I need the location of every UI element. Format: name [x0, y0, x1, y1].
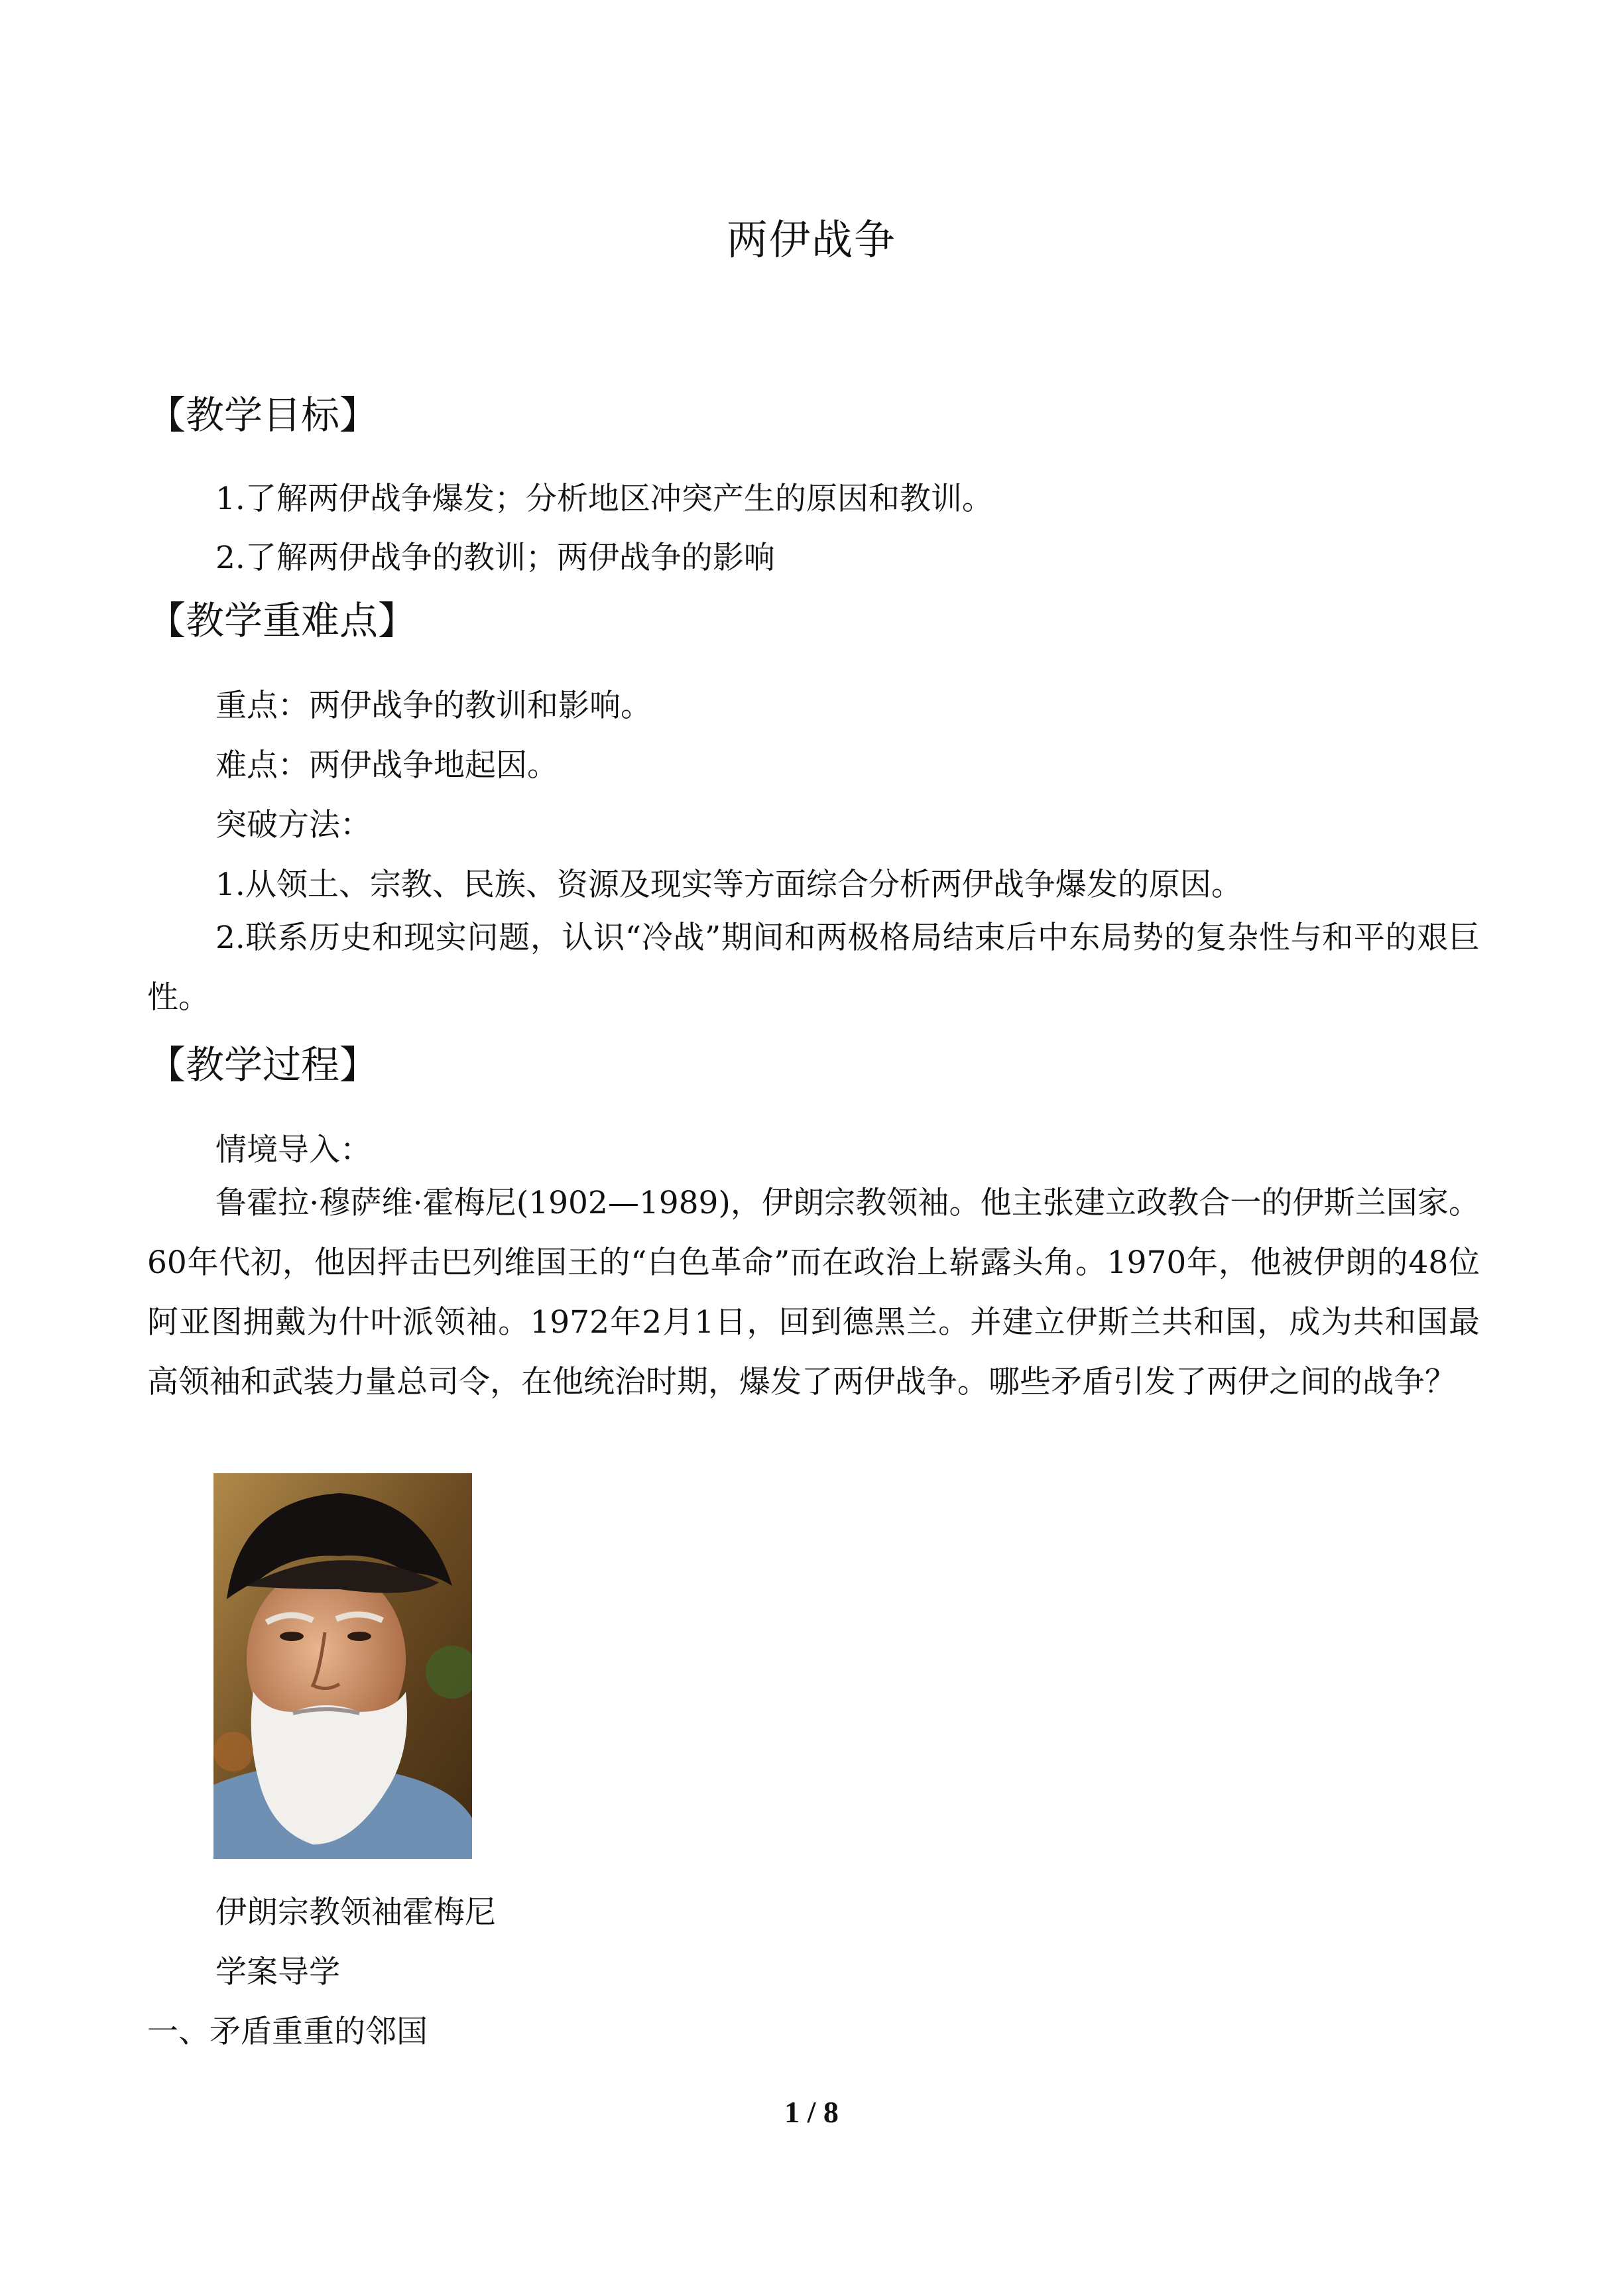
page-number: 1 / 8 — [784, 2095, 839, 2129]
goal-item: 1.了解两伊战争爆发；分析地区冲突产生的原因和教训。 — [215, 481, 993, 517]
section-heading-key-points: 【教学重难点】 — [147, 598, 417, 643]
section-heading-goals: 【教学目标】 — [147, 393, 379, 438]
method-label: 突破方法： — [215, 807, 371, 843]
subsection-heading: 一、矛盾重重的邻国 — [147, 2014, 428, 2050]
method-item: 2.联系历史和现实问题，认识“冷战”期间和两极格局结束后中东局势的复杂性与和平的艰巨性。 — [147, 920, 1480, 1016]
goal-item: 2.了解两伊战争的教训；两伊战争的影响 — [215, 540, 775, 576]
study-label: 学案导学 — [215, 1954, 340, 1990]
method-item: 1.从领土、宗教、民族、资源及现实等方面综合分析两伊战争爆发的原因。 — [215, 867, 1242, 903]
focus-text: 重点：两伊战争的教训和影响。 — [215, 688, 652, 724]
photo-caption: 伊朗宗教领袖霍梅尼 — [215, 1894, 496, 1931]
portrait-photo — [213, 1473, 472, 1859]
document-title: 两伊战争 — [726, 215, 896, 264]
intro-paragraph: 鲁霍拉·穆萨维·霍梅尼(1902—1989)，伊朗宗教领袖。他主张建立政教合一的伊斯兰国家。60年代初，他因抨击巴列维国王的“白色革命”而在政治上崭露头角。1970年，他被伊朗的48位阿亚图拥戴为什叶派领袖。1972年2月1日，回到德黑兰。并建立伊斯兰共和国，成为共和国最高领袖和武装力量总司令，在他统治时期，爆发了两伊战争。哪些矛盾引发了两伊之间的战争？ — [147, 1185, 1480, 1400]
difficulty-text: 难点：两伊战争地起因。 — [215, 747, 558, 784]
portrait-image — [213, 1473, 472, 1859]
intro-label: 情境导入： — [215, 1132, 371, 1168]
section-heading-process: 【教学过程】 — [147, 1042, 379, 1087]
